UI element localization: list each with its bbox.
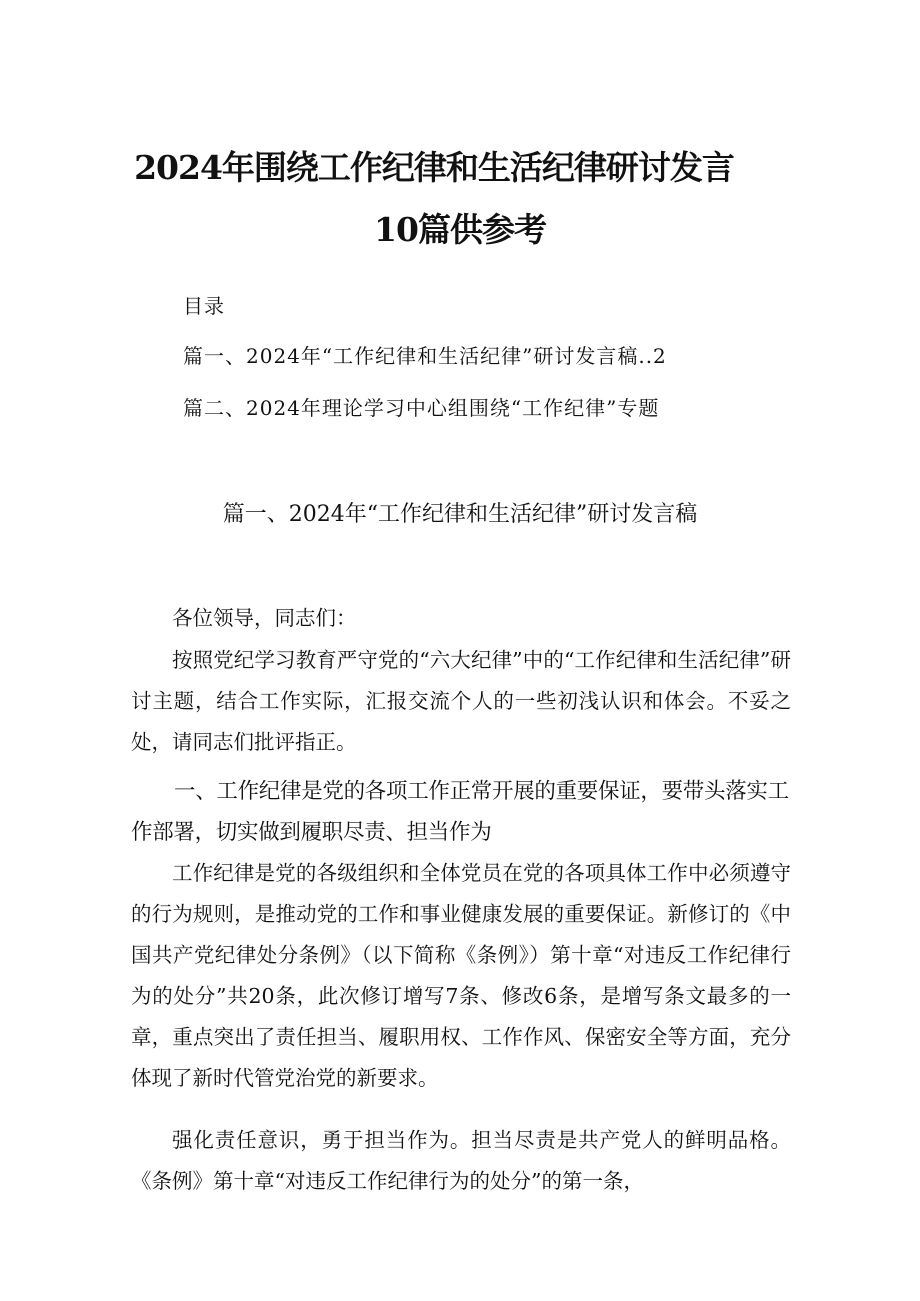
section-heading-1: 一、工作纪律是党的各项工作正常开展的重要保证，要带头落实工作部署，切实做到履职尽责、担当作为 [131, 779, 789, 845]
body-paragraph: 强化责任意识，勇于担当作为。担当尽责是共产党人的鲜明品格。《条例》第十章“对违反工作纪律行为的处分”的第一条， [131, 1128, 791, 1193]
toc-item[interactable]: 篇二、2024年理论学习中心组围绕“工作纪律”专题 [183, 396, 660, 420]
toc-item[interactable]: 篇一、2024年“工作纪律和生活纪律”研讨发言稿..2 [183, 344, 667, 368]
salutation: 各位领导，同志们： [172, 606, 357, 630]
toc-heading: 目录 [183, 294, 225, 318]
body-paragraph: 工作纪律是党的各级组织和全体党员在党的各项具体工作中必须遵守的行为规则，是推动党的工作和事业健康发展的重要保证。新修订的《中国共产党纪律处分条例》（以下简称《条例》）第十章“对违反工作纪律行为的处分”共20条，此次修订增写7条、修改6条，是增写条文最多的一章，重点突出了责任担当、履职用权、工作作风、保密安全等方面，充分体现了新时代管党治党的新要求。 [131, 861, 791, 1090]
document-title-line-1: 2024年围绕工作纪律和生活纪律研讨发言 [134, 148, 734, 187]
document-title-line-2: 10篇供参考 [374, 210, 546, 249]
intro-paragraph: 按照党纪学习教育严守党的“六大纪律”中的“工作纪律和生活纪律”研讨主题，结合工作实际，汇报交流个人的一些初浅认识和体会。不妥之处，请同志们批评指正。 [131, 648, 791, 754]
section-title: 篇一、2024年“工作纪律和生活纪律”研讨发言稿 [222, 502, 698, 527]
